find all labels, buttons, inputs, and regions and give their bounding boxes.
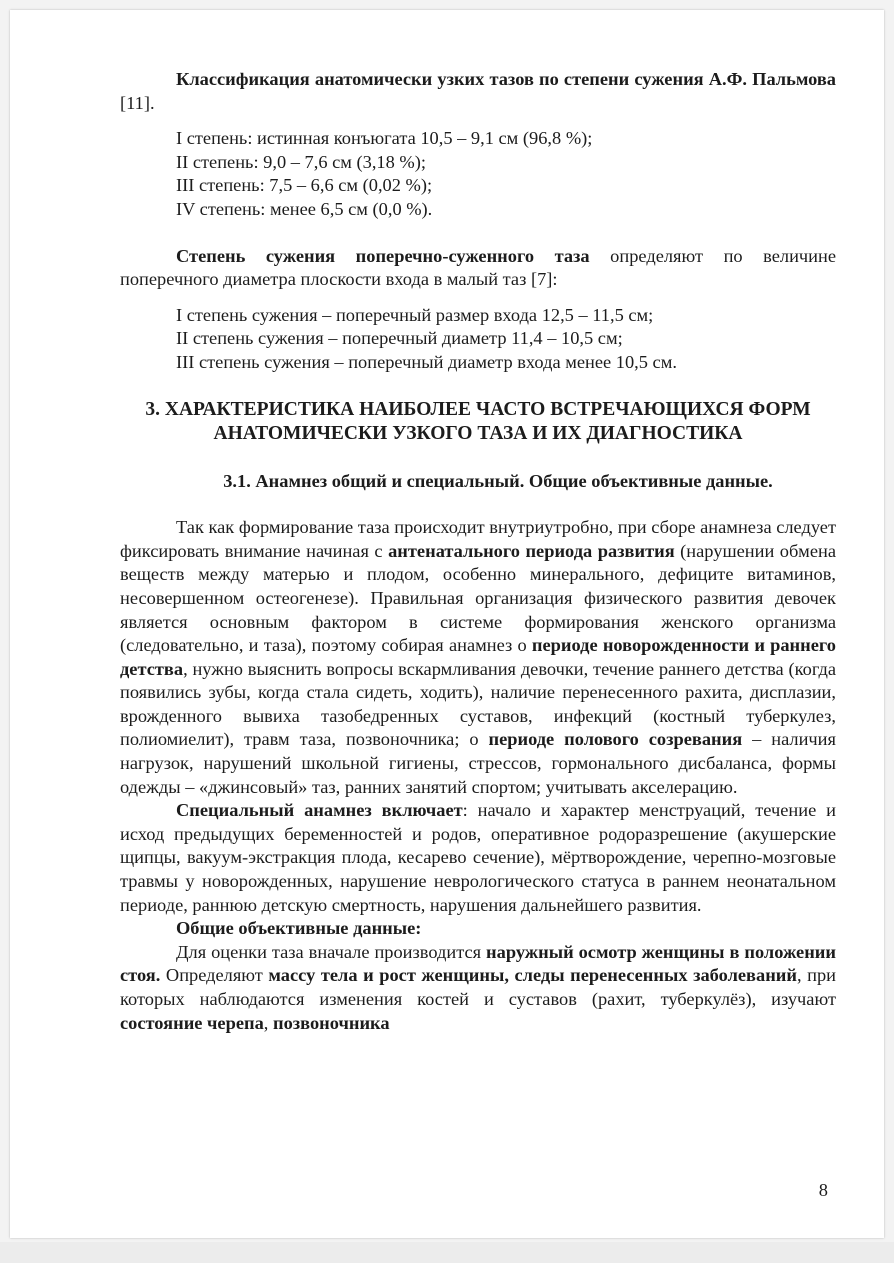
classification-title: Классификация анатомически узких тазов по степени сужения А.Ф. Пальмова [176, 69, 836, 89]
transverse-item-2: II степень сужения – поперечный диаметр 11,4 – 10,5 см; [176, 328, 623, 349]
examination-text-4: , [263, 1012, 273, 1033]
classification-item-4: IV степень: менее 6,5 см (0,0 %). [176, 198, 433, 219]
anamnesis-bold-3: периоде полового созревания [488, 729, 743, 750]
anamnesis-text-4: – наличия нагрузок, нарушений школьной гигиены, стрессов, гормонального дисбаланса, формы одежды – «джинсовый» таз, ранних занятий спортом; учитывать акселерацию. [120, 729, 836, 797]
classification-reference: [11]. [120, 92, 155, 113]
examination-bold-1: наружный осмотр женщины в положении стоя. [120, 941, 836, 986]
transverse-item-1: I степень сужения – поперечный размер входа 12,5 – 11,5 см; [176, 304, 654, 325]
section-subheading: 3.1. Анамнез общий и специальный. Общие объективные данные. [223, 470, 773, 491]
examination-text-1: Для оценки таза вначале производится [176, 941, 487, 962]
anamnesis-bold-1: антенатального периода развития [388, 540, 675, 561]
classification-item-3: III степень: 7,5 – 6,6 см (0,02 %); [176, 175, 433, 196]
transverse-item-3: III степень сужения – поперечный диаметр входа менее 10,5 см. [176, 351, 677, 372]
examination-bold-4: позвоночника [272, 1012, 390, 1033]
classification-title-paragraph [120, 68, 836, 115]
examination-text-3: , при которых наблюдаются изменения костей и суставов (рахит, туберкулёз), изучают [120, 965, 837, 1009]
page-content [120, 68, 836, 1035]
objective-data-label: Общие объективные данные: [176, 918, 422, 939]
classification-item-1: I степень: истинная конъюгата 10,5 – 9,1 см (96,8 %); [176, 128, 593, 149]
page-number: 8 [818, 1180, 828, 1200]
section-heading: 3. ХАРАКТЕРИСТИКА НАИБОЛЕЕ ЧАСТО ВСТРЕЧАЮЩИХСЯ ФОРМ АНАТОМИЧЕСКИ УЗКОГО ТАЗА И ИХ ДИАГНОСТИКА [145, 398, 811, 445]
anamnesis-text-3: , нужно выяснить вопросы вскармливания девочки, течение раннего детства (когда появились зубы, когда стала сидеть, ходить), наличие перенесенного рахита, дисплазии, врожденного вывиха тазобедренных суставов, инфекций (костный туберкулез, полиомиелит), травм таза, позвоночника; о [120, 658, 836, 750]
anamnesis-text-2: (нарушении обмена веществ между матерью и плодом, особенно минерального, дефиците витаминов, несовершенном остеогенезе). Правильная организация физического развития девочек является основным фактором в системе формирования женского организма (следовательно, и таза), поэтому собирая анамнез о [120, 540, 836, 656]
special-anamnesis-paragraph [120, 799, 836, 917]
transverse-paragraph [120, 245, 836, 292]
anamnesis-bold-2: периоде новорожденности и раннего детства [120, 635, 836, 679]
special-anamnesis-text: : начало и характер менструаций, течение и исход предыдущих беременностей и родов, оперативное родоразрешение (акушерские щипцы, вакуум-экстракция плода, кесарево сечение), мёртворождение, черепно-мозговые травмы у новорожденных, нарушение неврологического статуса в раннем неонатальном периоде, раннюю детскую смертность, нарушения дальнейшего развития. [120, 800, 836, 915]
transverse-lead: Степень сужения поперечно-суженного таза [176, 245, 590, 266]
examination-text-2: Определяют [160, 965, 269, 986]
examination-bold-2: массу тела и рост женщины, следы перенесенных заболеваний [268, 965, 797, 986]
objective-data-label-paragraph [120, 917, 836, 941]
anamnesis-paragraph [120, 516, 836, 799]
transverse-text: определяют по величине поперечного диаметра плоскости входа в малый таз [7]: [120, 245, 837, 290]
examination-bold-3: состояние черепа [120, 1012, 264, 1033]
special-anamnesis-lead: Специальный анамнез включает [176, 800, 463, 821]
classification-item-2: II степень: 9,0 – 7,6 см (3,18 %); [176, 151, 426, 172]
anamnesis-text-1: Так как формирование таза происходит внутриутробно, при сборе анамнеза следует фиксировать внимание начиная с [120, 517, 836, 561]
document-page [10, 10, 884, 1238]
scan-bottom-margin [0, 1242, 894, 1263]
examination-paragraph [120, 941, 836, 1035]
